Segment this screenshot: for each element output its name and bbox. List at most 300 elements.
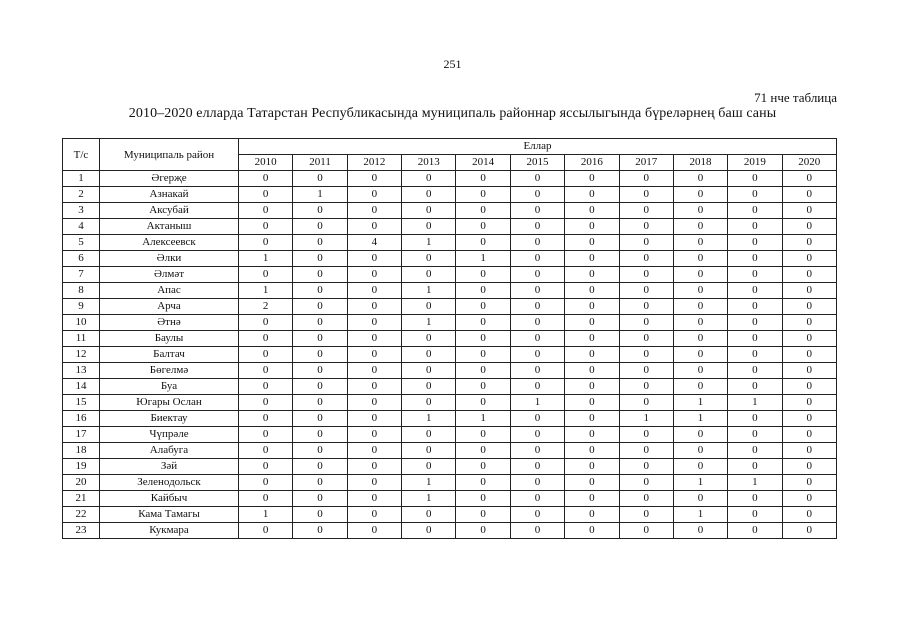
value-cell: 0 xyxy=(565,267,619,283)
value-cell: 0 xyxy=(728,379,782,395)
value-cell: 0 xyxy=(728,427,782,443)
value-cell: 0 xyxy=(293,443,347,459)
value-cell: 0 xyxy=(293,251,347,267)
value-cell: 0 xyxy=(728,171,782,187)
value-cell: 0 xyxy=(565,411,619,427)
district-name-cell: Баулы xyxy=(100,331,239,347)
district-name-cell: Әгерҗе xyxy=(100,171,239,187)
value-cell: 0 xyxy=(456,507,510,523)
value-cell: 0 xyxy=(510,491,564,507)
district-name-cell: Алексеевск xyxy=(100,235,239,251)
year-header-cell: 2015 xyxy=(510,155,564,171)
value-cell: 0 xyxy=(728,187,782,203)
row-number-cell: 12 xyxy=(63,347,100,363)
district-name-cell: Чүпрәле xyxy=(100,427,239,443)
value-cell: 0 xyxy=(728,203,782,219)
district-name-cell: Кама Тамагы xyxy=(100,507,239,523)
value-cell: 0 xyxy=(293,507,347,523)
table-row xyxy=(63,203,837,219)
row-number-cell: 18 xyxy=(63,443,100,459)
row-number-cell: 7 xyxy=(63,267,100,283)
table-row xyxy=(63,251,837,267)
table-row xyxy=(63,523,837,539)
value-cell: 4 xyxy=(347,235,401,251)
value-cell: 0 xyxy=(782,347,836,363)
row-number-cell: 15 xyxy=(63,395,100,411)
value-cell: 0 xyxy=(510,171,564,187)
year-header-cell: 2020 xyxy=(782,155,836,171)
value-cell: 1 xyxy=(673,475,727,491)
value-cell: 0 xyxy=(239,235,293,251)
value-cell: 0 xyxy=(510,443,564,459)
value-cell: 0 xyxy=(673,235,727,251)
value-cell: 0 xyxy=(673,187,727,203)
value-cell: 0 xyxy=(239,363,293,379)
value-cell: 0 xyxy=(782,523,836,539)
value-cell: 0 xyxy=(293,331,347,347)
value-cell: 0 xyxy=(782,219,836,235)
value-cell: 1 xyxy=(673,395,727,411)
value-cell: 0 xyxy=(239,411,293,427)
value-cell: 0 xyxy=(782,203,836,219)
value-cell: 0 xyxy=(673,459,727,475)
value-cell: 0 xyxy=(456,283,510,299)
value-cell: 0 xyxy=(456,475,510,491)
district-name-cell: Балтач xyxy=(100,347,239,363)
value-cell: 0 xyxy=(510,251,564,267)
value-cell: 0 xyxy=(728,331,782,347)
table-row xyxy=(63,347,837,363)
value-cell: 0 xyxy=(402,347,456,363)
row-number-cell: 21 xyxy=(63,491,100,507)
value-cell: 1 xyxy=(239,507,293,523)
value-cell: 1 xyxy=(456,251,510,267)
value-cell: 0 xyxy=(347,187,401,203)
value-cell: 0 xyxy=(565,235,619,251)
value-cell: 0 xyxy=(619,283,673,299)
value-cell: 0 xyxy=(619,267,673,283)
value-cell: 0 xyxy=(456,379,510,395)
value-cell: 2 xyxy=(239,299,293,315)
value-cell: 0 xyxy=(619,187,673,203)
row-number-cell: 6 xyxy=(63,251,100,267)
value-cell: 0 xyxy=(728,491,782,507)
year-header-cell: 2016 xyxy=(565,155,619,171)
value-cell: 1 xyxy=(456,411,510,427)
value-cell: 0 xyxy=(293,363,347,379)
value-cell: 0 xyxy=(347,363,401,379)
value-cell: 0 xyxy=(782,299,836,315)
value-cell: 0 xyxy=(782,187,836,203)
row-number-cell: 9 xyxy=(63,299,100,315)
value-cell: 0 xyxy=(728,347,782,363)
table-row xyxy=(63,475,837,491)
district-name-cell: Әтнә xyxy=(100,315,239,331)
row-number-cell: 17 xyxy=(63,427,100,443)
value-cell: 0 xyxy=(347,299,401,315)
value-cell: 0 xyxy=(239,491,293,507)
district-name-cell: Кайбыч xyxy=(100,491,239,507)
value-cell: 0 xyxy=(510,427,564,443)
value-cell: 0 xyxy=(565,299,619,315)
value-cell: 0 xyxy=(510,411,564,427)
row-number-cell: 19 xyxy=(63,459,100,475)
value-cell: 1 xyxy=(728,475,782,491)
value-cell: 0 xyxy=(293,523,347,539)
value-cell: 0 xyxy=(619,219,673,235)
value-cell: 0 xyxy=(402,427,456,443)
value-cell: 0 xyxy=(347,395,401,411)
value-cell: 0 xyxy=(673,491,727,507)
value-cell: 0 xyxy=(728,523,782,539)
value-cell: 0 xyxy=(782,475,836,491)
district-name-cell: Актаныш xyxy=(100,219,239,235)
value-cell: 0 xyxy=(565,219,619,235)
value-cell: 0 xyxy=(239,427,293,443)
value-cell: 0 xyxy=(565,523,619,539)
value-cell: 0 xyxy=(619,395,673,411)
district-name-cell: Азнакай xyxy=(100,187,239,203)
row-number-cell: 5 xyxy=(63,235,100,251)
value-cell: 0 xyxy=(510,475,564,491)
value-cell: 0 xyxy=(782,411,836,427)
year-header-cell: 2014 xyxy=(456,155,510,171)
data-table xyxy=(62,138,837,539)
value-cell: 0 xyxy=(728,267,782,283)
value-cell: 0 xyxy=(782,315,836,331)
value-cell: 0 xyxy=(565,475,619,491)
value-cell: 0 xyxy=(673,331,727,347)
value-cell: 0 xyxy=(239,475,293,491)
value-cell: 0 xyxy=(347,203,401,219)
value-cell: 0 xyxy=(402,331,456,347)
table-row xyxy=(63,219,837,235)
value-cell: 0 xyxy=(565,203,619,219)
value-cell: 0 xyxy=(565,315,619,331)
value-cell: 0 xyxy=(728,219,782,235)
value-cell: 0 xyxy=(782,507,836,523)
value-cell: 0 xyxy=(565,363,619,379)
value-cell: 0 xyxy=(619,299,673,315)
value-cell: 0 xyxy=(239,347,293,363)
value-cell: 0 xyxy=(673,171,727,187)
year-header-cell: 2010 xyxy=(239,155,293,171)
value-cell: 0 xyxy=(239,459,293,475)
value-cell: 0 xyxy=(673,379,727,395)
value-cell: 0 xyxy=(782,331,836,347)
value-cell: 0 xyxy=(619,235,673,251)
value-cell: 1 xyxy=(293,187,347,203)
table-number: 71 нче таблица xyxy=(754,90,837,105)
value-cell: 0 xyxy=(565,187,619,203)
value-cell: 1 xyxy=(402,315,456,331)
table-title: 2010–2020 елларда Татарстан Республикасында муниципаль районнар яссылыгында бүреләрнең баш саны xyxy=(128,106,777,121)
value-cell: 0 xyxy=(456,219,510,235)
row-number-cell: 14 xyxy=(63,379,100,395)
value-cell: 0 xyxy=(619,379,673,395)
row-number-cell: 8 xyxy=(63,283,100,299)
value-cell: 1 xyxy=(673,411,727,427)
value-cell: 0 xyxy=(565,251,619,267)
value-cell: 0 xyxy=(347,411,401,427)
value-cell: 0 xyxy=(673,347,727,363)
value-cell: 0 xyxy=(402,171,456,187)
value-cell: 0 xyxy=(619,347,673,363)
value-cell: 0 xyxy=(782,427,836,443)
value-cell: 0 xyxy=(728,459,782,475)
value-cell: 0 xyxy=(510,187,564,203)
value-cell: 0 xyxy=(347,331,401,347)
value-cell: 0 xyxy=(293,283,347,299)
table-row xyxy=(63,299,837,315)
value-cell: 1 xyxy=(239,283,293,299)
value-cell: 0 xyxy=(456,299,510,315)
value-cell: 0 xyxy=(347,523,401,539)
row-number-cell: 20 xyxy=(63,475,100,491)
table-row xyxy=(63,411,837,427)
value-cell: 0 xyxy=(728,299,782,315)
year-header-cell: 2011 xyxy=(293,155,347,171)
value-cell: 0 xyxy=(239,219,293,235)
value-cell: 0 xyxy=(293,427,347,443)
value-cell: 0 xyxy=(619,475,673,491)
table-row xyxy=(63,459,837,475)
value-cell: 0 xyxy=(673,299,727,315)
value-cell: 0 xyxy=(782,267,836,283)
value-cell: 1 xyxy=(402,235,456,251)
district-name-cell: Апас xyxy=(100,283,239,299)
value-cell: 0 xyxy=(619,331,673,347)
value-cell: 0 xyxy=(239,267,293,283)
value-cell: 0 xyxy=(619,491,673,507)
value-cell: 0 xyxy=(402,379,456,395)
value-cell: 0 xyxy=(239,171,293,187)
value-cell: 0 xyxy=(293,395,347,411)
column-header-district: Муниципаль район xyxy=(100,139,239,171)
value-cell: 0 xyxy=(782,491,836,507)
value-cell: 0 xyxy=(402,203,456,219)
value-cell: 0 xyxy=(510,203,564,219)
row-number-cell: 22 xyxy=(63,507,100,523)
table-row xyxy=(63,235,837,251)
district-name-cell: Кукмара xyxy=(100,523,239,539)
value-cell: 0 xyxy=(347,251,401,267)
value-cell: 0 xyxy=(293,379,347,395)
value-cell: 0 xyxy=(673,283,727,299)
value-cell: 0 xyxy=(293,459,347,475)
value-cell: 0 xyxy=(239,379,293,395)
value-cell: 0 xyxy=(347,379,401,395)
value-cell: 0 xyxy=(619,443,673,459)
value-cell: 0 xyxy=(619,203,673,219)
value-cell: 0 xyxy=(456,331,510,347)
value-cell: 0 xyxy=(619,523,673,539)
value-cell: 0 xyxy=(402,187,456,203)
value-cell: 0 xyxy=(239,523,293,539)
value-cell: 0 xyxy=(456,363,510,379)
value-cell: 0 xyxy=(510,363,564,379)
table-row xyxy=(63,283,837,299)
value-cell: 1 xyxy=(728,395,782,411)
value-cell: 0 xyxy=(782,363,836,379)
value-cell: 0 xyxy=(565,395,619,411)
value-cell: 0 xyxy=(728,507,782,523)
value-cell: 0 xyxy=(673,427,727,443)
value-cell: 0 xyxy=(239,203,293,219)
value-cell: 0 xyxy=(510,523,564,539)
value-cell: 0 xyxy=(347,427,401,443)
value-cell: 0 xyxy=(402,251,456,267)
value-cell: 0 xyxy=(402,443,456,459)
table-row xyxy=(63,491,837,507)
value-cell: 0 xyxy=(293,411,347,427)
district-name-cell: Биектау xyxy=(100,411,239,427)
column-header-number: Т/с xyxy=(63,139,100,171)
row-number-cell: 4 xyxy=(63,219,100,235)
value-cell: 0 xyxy=(728,411,782,427)
value-cell: 0 xyxy=(673,251,727,267)
value-cell: 0 xyxy=(293,347,347,363)
table-row xyxy=(63,507,837,523)
value-cell: 0 xyxy=(510,267,564,283)
value-cell: 0 xyxy=(728,363,782,379)
district-name-cell: Арча xyxy=(100,299,239,315)
value-cell: 0 xyxy=(728,315,782,331)
value-cell: 0 xyxy=(728,235,782,251)
value-cell: 0 xyxy=(565,427,619,443)
value-cell: 0 xyxy=(456,523,510,539)
value-cell: 0 xyxy=(619,507,673,523)
value-cell: 0 xyxy=(347,443,401,459)
value-cell: 0 xyxy=(619,459,673,475)
table-row xyxy=(63,331,837,347)
value-cell: 0 xyxy=(347,347,401,363)
value-cell: 0 xyxy=(510,219,564,235)
table-row xyxy=(63,395,837,411)
value-cell: 0 xyxy=(673,363,727,379)
value-cell: 0 xyxy=(239,187,293,203)
district-name-cell: Алабуга xyxy=(100,443,239,459)
value-cell: 0 xyxy=(347,459,401,475)
value-cell: 0 xyxy=(402,299,456,315)
table-row xyxy=(63,315,837,331)
district-name-cell: Әлки xyxy=(100,251,239,267)
value-cell: 0 xyxy=(456,491,510,507)
value-cell: 1 xyxy=(402,475,456,491)
value-cell: 0 xyxy=(456,443,510,459)
page-number: 251 xyxy=(443,57,462,71)
value-cell: 0 xyxy=(565,491,619,507)
year-header-cell: 2018 xyxy=(673,155,727,171)
value-cell: 0 xyxy=(673,523,727,539)
row-number-cell: 23 xyxy=(63,523,100,539)
table-row xyxy=(63,443,837,459)
row-number-cell: 3 xyxy=(63,203,100,219)
value-cell: 1 xyxy=(239,251,293,267)
column-header-years: Еллар xyxy=(239,139,837,155)
value-cell: 0 xyxy=(782,283,836,299)
value-cell: 0 xyxy=(293,219,347,235)
value-cell: 0 xyxy=(293,235,347,251)
table-row xyxy=(63,171,837,187)
row-number-cell: 11 xyxy=(63,331,100,347)
value-cell: 0 xyxy=(510,507,564,523)
value-cell: 0 xyxy=(293,315,347,331)
value-cell: 0 xyxy=(456,187,510,203)
row-number-cell: 10 xyxy=(63,315,100,331)
year-header-cell: 2019 xyxy=(728,155,782,171)
row-number-cell: 13 xyxy=(63,363,100,379)
value-cell: 0 xyxy=(782,459,836,475)
value-cell: 0 xyxy=(728,443,782,459)
value-cell: 0 xyxy=(347,267,401,283)
value-cell: 0 xyxy=(402,267,456,283)
value-cell: 0 xyxy=(782,443,836,459)
value-cell: 0 xyxy=(402,459,456,475)
value-cell: 0 xyxy=(565,283,619,299)
value-cell: 1 xyxy=(402,491,456,507)
value-cell: 0 xyxy=(347,507,401,523)
value-cell: 0 xyxy=(347,219,401,235)
value-cell: 0 xyxy=(456,395,510,411)
value-cell: 0 xyxy=(456,347,510,363)
value-cell: 1 xyxy=(673,507,727,523)
value-cell: 0 xyxy=(619,363,673,379)
value-cell: 0 xyxy=(619,251,673,267)
value-cell: 0 xyxy=(456,427,510,443)
value-cell: 0 xyxy=(510,235,564,251)
value-cell: 0 xyxy=(565,171,619,187)
district-name-cell: Бөгелмә xyxy=(100,363,239,379)
value-cell: 0 xyxy=(782,395,836,411)
value-cell: 0 xyxy=(673,219,727,235)
value-cell: 0 xyxy=(565,331,619,347)
value-cell: 1 xyxy=(402,283,456,299)
value-cell: 0 xyxy=(565,379,619,395)
year-header-cell: 2013 xyxy=(402,155,456,171)
value-cell: 0 xyxy=(347,315,401,331)
table-body xyxy=(63,171,837,539)
value-cell: 0 xyxy=(565,507,619,523)
value-cell: 0 xyxy=(510,331,564,347)
value-cell: 0 xyxy=(510,379,564,395)
value-cell: 0 xyxy=(673,203,727,219)
row-number-cell: 16 xyxy=(63,411,100,427)
value-cell: 0 xyxy=(619,315,673,331)
district-name-cell: Зәй xyxy=(100,459,239,475)
table-row xyxy=(63,187,837,203)
value-cell: 0 xyxy=(347,171,401,187)
year-header-cell: 2012 xyxy=(347,155,401,171)
table-row xyxy=(63,427,837,443)
value-cell: 0 xyxy=(510,347,564,363)
value-cell: 0 xyxy=(239,315,293,331)
value-cell: 0 xyxy=(782,251,836,267)
value-cell: 0 xyxy=(293,475,347,491)
value-cell: 0 xyxy=(510,459,564,475)
value-cell: 0 xyxy=(347,491,401,507)
table-row xyxy=(63,363,837,379)
value-cell: 0 xyxy=(673,315,727,331)
value-cell: 0 xyxy=(673,443,727,459)
row-number-cell: 1 xyxy=(63,171,100,187)
value-cell: 0 xyxy=(239,331,293,347)
value-cell: 0 xyxy=(565,459,619,475)
value-cell: 0 xyxy=(456,171,510,187)
value-cell: 0 xyxy=(456,315,510,331)
value-cell: 0 xyxy=(728,251,782,267)
value-cell: 0 xyxy=(619,171,673,187)
